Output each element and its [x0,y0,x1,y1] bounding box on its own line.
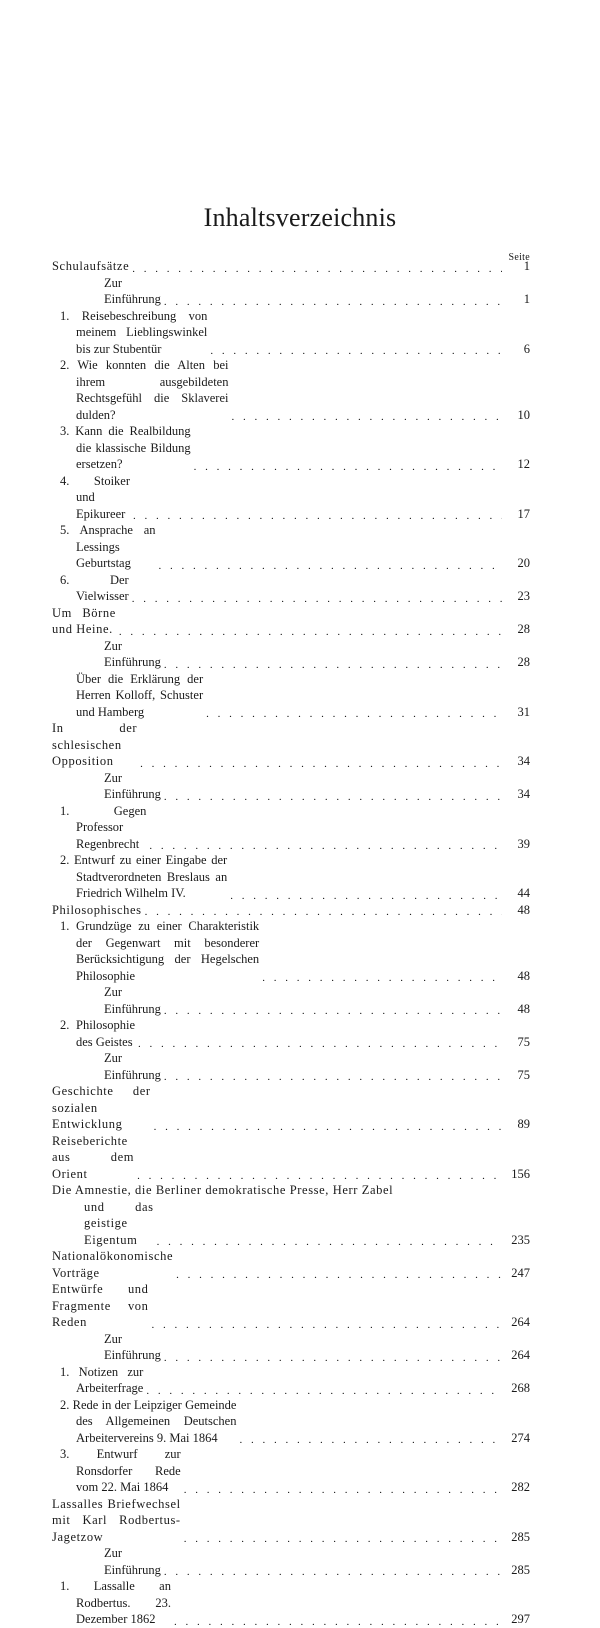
toc-entry[interactable] [52,357,530,423]
toc-entry-page: 48 [517,902,530,917]
toc-entry-page: 264 [511,1315,530,1329]
toc-entry[interactable] [52,638,530,671]
dot-leader [231,408,502,420]
toc-entry-title: 1. Lassalle an Rodbertus. 23. Dezember 1862 [60,1579,171,1626]
toc-entry[interactable] [52,522,530,572]
toc-entry[interactable] [52,473,530,523]
toc-entry-page: 268 [511,1381,530,1395]
dot-leader [157,1233,502,1245]
toc-entry-title: Zur Einführung [104,1546,161,1577]
dot-leader [164,1563,502,1575]
toc-entry[interactable] [52,1496,530,1546]
toc-entry-title: Um Börne und Heine. [52,605,116,636]
toc-entry-title: Zur Einführung [104,638,161,669]
toc-entry-title: 1. Gegen Professor Regenbrecht [60,803,147,851]
dot-leader [154,1118,502,1130]
dot-leader [184,1481,502,1493]
toc-entry-title: Schulaufsätze [52,259,130,273]
dot-leader [239,1431,502,1443]
toc-entry-page: 75 [517,1034,530,1049]
dot-leader [164,1349,502,1361]
toc-entry-page: 297 [511,1612,530,1626]
dot-leader [132,260,502,272]
toc-entry[interactable] [52,1446,530,1496]
toc-entry-page: 20 [517,556,530,570]
toc-entry-title: 5. Ansprache an Lessings Geburtstag [60,523,156,570]
toc-entry-page: 28 [517,622,530,636]
dot-leader [164,656,502,668]
toc-entry-title: 2. Entwurf zu einer Eingabe der Stadtverordneten Breslaus an Friedrich Wilhelm IV. [60,853,228,900]
toc-entry-title: In der schlesischen Opposition [52,721,138,768]
toc-entry-title: Zur Einführung [104,985,161,1016]
toc-entry[interactable] [52,1248,530,1281]
toc-entry-page: 1 [523,259,530,273]
toc-entry-page: 23 [517,589,530,603]
toc-entry-page: 274 [511,1430,530,1445]
toc-entry-title: 2. Philosophie des Geistes [60,1018,136,1049]
toc-entry[interactable] [52,918,530,984]
page-title: Inhaltsverzeichnis [203,203,397,232]
dot-leader [119,623,502,635]
toc-entry[interactable] [52,1545,530,1578]
toc-entry-page: 264 [511,1348,530,1362]
dot-leader [230,887,502,899]
toc-entry-title: Zur Einführung [104,275,161,306]
toc-entry-title: Zur Einführung [104,770,161,801]
toc-entry[interactable] [52,1397,530,1447]
toc-entry-page: 247 [511,1265,530,1280]
toc-entry-title: Nationalökonomische Vorträge [52,1249,174,1280]
toc-entry[interactable] [52,1281,530,1331]
toc-entry[interactable] [52,1050,530,1083]
toc-entry-page: 75 [517,1067,530,1082]
toc-entry-page: 48 [517,968,530,983]
toc-entry-title: Über die Erklärung der Herren Kolloff, Schuster und Hamberg [76,671,204,719]
toc-entry-page: 31 [517,704,530,719]
dot-leader [164,788,502,800]
toc-entry[interactable] [52,902,530,919]
dot-leader [206,705,502,717]
toc-entry-page: 156 [511,1166,530,1181]
toc-entry[interactable] [52,1199,530,1249]
dot-leader [149,837,502,849]
toc-entry-title: 6. Der Vielwisser [60,572,129,603]
toc-entry-title: Zur Einführung [104,1051,161,1082]
toc-entry-page: 6 [523,341,530,356]
toc-entry[interactable] [52,1083,530,1133]
toc-entry-page: 48 [517,1001,530,1016]
toc-entry[interactable] [52,572,530,605]
toc-entry[interactable] [52,852,530,902]
toc-entry[interactable] [52,1182,530,1199]
toc-entry-title: 1. Reisebeschreibung von meinem Lieblingswinkel bis zur Stubentür [60,308,208,356]
toc-entry-title: und das geistige Eigentum [84,1199,154,1247]
toc-entry-page: 10 [517,407,530,422]
toc-entry[interactable] [52,1364,530,1397]
dot-leader [146,1382,502,1394]
dot-leader [174,1613,502,1625]
toc-entry-title: 2. Rede in der Leipziger Gemeinde des Allgemeinen Deutschen Arbeitervereins 9. Mai 1864 [60,1397,237,1445]
toc-entry[interactable] [52,1017,530,1050]
dot-leader [132,590,502,602]
toc-entry-title: 1. Notizen zur Arbeiterfrage [60,1364,144,1395]
toc-entry-title: Zur Einführung [104,1331,161,1362]
dot-leader [194,458,502,470]
toc-entry[interactable] [52,770,530,803]
toc-entry-page: 12 [517,457,530,471]
toc-entry[interactable] [52,803,530,853]
toc-entry-title: 3. Kann die Realbildung die klassische Bildung ersetzen? [60,424,191,471]
toc-entry[interactable] [52,1578,530,1628]
toc-entry[interactable] [52,258,530,275]
table-of-contents [52,258,530,1628]
toc-entry[interactable] [52,984,530,1017]
toc-entry-page: 34 [517,754,530,768]
toc-entry-page: 285 [511,1529,530,1544]
toc-entry-page: 44 [517,886,530,900]
toc-entry[interactable] [52,1133,530,1183]
toc-entry[interactable] [52,275,530,308]
toc-entry-title: 3. Entwurf zur Ronsdorfer Rede vom 22. Mai 1864 [60,1447,181,1494]
dot-leader [138,1035,502,1047]
toc-entry-title: 4. Stoiker und Epikureer [60,473,131,521]
toc-entry-title: Geschichte der sozialen Entwicklung [52,1084,151,1131]
dot-leader [137,1167,502,1179]
toc-entry-page: 34 [517,787,530,801]
toc-entry-title: Lassalles Briefwechsel mit Karl Rodbertus-Jagetzow [52,1496,181,1544]
toc-entry-page: 89 [517,1117,530,1131]
dot-leader [210,342,502,354]
toc-entry-title: Die Amnestie, die Berliner demokratische Presse, Herr Zabel [52,1183,394,1197]
dot-leader [133,507,502,519]
dot-leader [145,903,502,915]
toc-entry[interactable] [52,308,530,358]
toc-entry[interactable] [52,720,530,770]
dot-leader [176,1266,502,1278]
page-column-header: Seite [508,252,530,263]
dot-leader [140,755,502,767]
toc-entry-title: 1. Grundzüge zu einer Charakteristik der Gegenwart mit besonderer Berücksichtigung der Hegelschen Philosophie [60,919,260,983]
dot-leader [159,557,502,569]
toc-entry-page: 1 [523,292,530,306]
toc-entry[interactable] [52,1331,530,1364]
dot-leader [262,969,502,981]
toc-entry-title: Entwürfe und Fragmente von Reden [52,1282,149,1329]
toc-entry-page: 39 [517,836,530,851]
dot-leader [184,1530,502,1542]
dot-leader [164,293,502,305]
toc-entry-page: 282 [511,1480,530,1494]
dot-leader [152,1316,502,1328]
toc-entry-page: 28 [517,655,530,669]
toc-entry-page: 235 [511,1232,530,1247]
dot-leader [164,1002,502,1014]
toc-entry[interactable] [52,605,530,638]
toc-entry-title: Philosophisches [52,902,142,917]
toc-entry[interactable] [52,671,530,721]
toc-entry[interactable] [52,423,530,473]
toc-entry-title: 2. Wie konnten die Alten bei ihrem ausgebildeten Rechtsgefühl die Sklaverei dulden? [60,358,229,422]
dot-leader [164,1068,502,1080]
toc-entry-page: 17 [517,506,530,521]
toc-entry-page: 285 [511,1562,530,1577]
toc-entry-title: Reiseberichte aus dem Orient [52,1133,135,1181]
